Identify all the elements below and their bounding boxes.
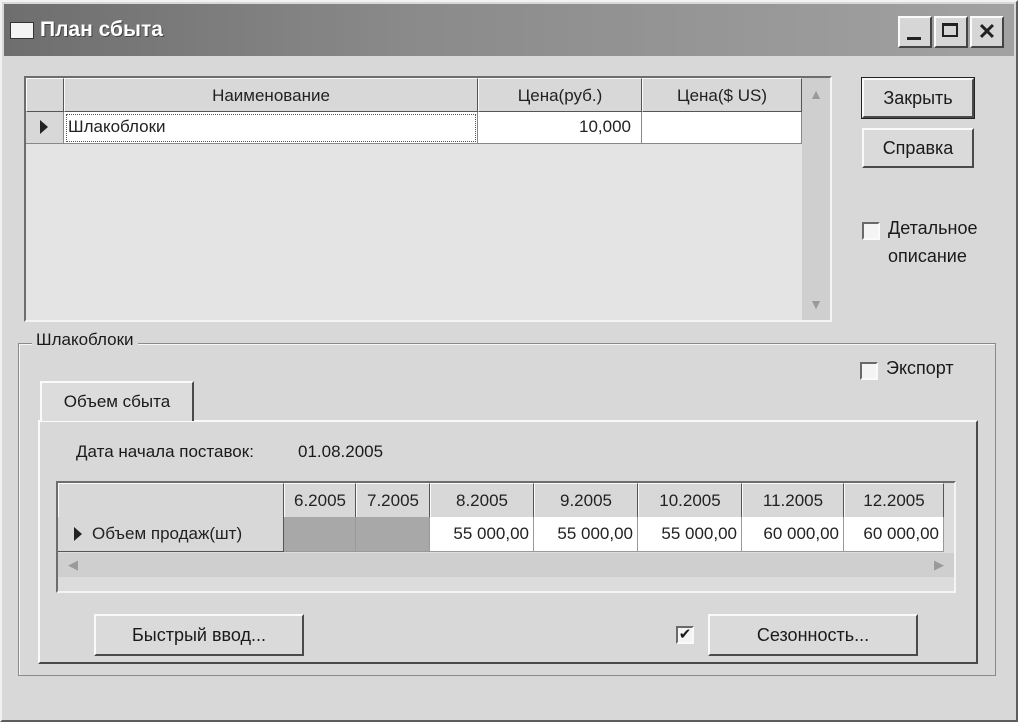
column-header-name[interactable]: Наименование (64, 78, 478, 112)
window-icon (10, 22, 34, 39)
detailed-description-label-line1[interactable]: Детальное (888, 218, 978, 238)
current-row-icon (74, 527, 82, 541)
cell-price-usd[interactable] (642, 112, 802, 144)
sales-cell[interactable] (356, 517, 430, 552)
month-header[interactable]: 6.2005 (284, 483, 356, 519)
sales-cell[interactable]: 60 000,00 (844, 517, 944, 552)
export-label[interactable]: Экспорт (886, 358, 954, 378)
sales-cell[interactable]: 60 000,00 (742, 517, 844, 552)
month-header[interactable]: 10.2005 (638, 483, 742, 519)
close-icon: ✕ (977, 19, 997, 44)
sales-row-label (58, 517, 284, 552)
maximize-icon (942, 23, 958, 37)
seasonality-checkbox[interactable] (676, 626, 694, 644)
cell-price-rub[interactable]: 10,000 (478, 112, 642, 144)
detailed-description-checkbox[interactable] (862, 222, 880, 240)
scroll-right-icon[interactable]: ▶ (934, 557, 944, 572)
tab-sales-volume[interactable]: Объем сбыта (40, 381, 194, 421)
sales-volume-grid[interactable] (56, 481, 956, 593)
export-checkbox[interactable] (860, 362, 878, 380)
products-grid[interactable] (24, 76, 832, 322)
group-title: Шлакоблоки (32, 330, 138, 350)
close-button-label: Закрыть (883, 88, 953, 108)
scroll-left-icon[interactable]: ◀ (68, 557, 78, 572)
sales-cell[interactable]: 55 000,00 (534, 517, 638, 552)
sales-cell[interactable]: 55 000,00 (638, 517, 742, 552)
month-header[interactable]: 12.2005 (844, 483, 944, 519)
sales-grid-corner (58, 483, 284, 519)
quick-input-label: Быстрый ввод... (131, 625, 267, 645)
horizontal-scrollbar[interactable] (58, 553, 954, 577)
minimize-icon (907, 37, 921, 40)
title-bar[interactable] (4, 4, 1014, 56)
check-mark-icon: ✔ (678, 626, 692, 643)
help-button-label: Справка (882, 138, 954, 158)
sales-cell[interactable] (284, 517, 356, 552)
table-row[interactable] (26, 112, 802, 144)
current-row-icon (40, 120, 48, 134)
quick-input-button[interactable] (94, 614, 304, 656)
cell-name[interactable]: Шлакоблоки (64, 112, 478, 144)
sales-row-label-text: Объем продаж(шт) (92, 524, 243, 543)
seasonality-button[interactable] (708, 614, 918, 656)
sales-cell[interactable]: 55 000,00 (430, 517, 534, 552)
table-row[interactable] (58, 517, 944, 552)
scroll-down-icon[interactable]: ▼ (809, 296, 823, 312)
vertical-scrollbar[interactable] (802, 78, 830, 320)
month-header[interactable]: 9.2005 (534, 483, 638, 519)
seasonality-label: Сезонность... (756, 625, 870, 645)
maximize-button[interactable] (934, 16, 968, 48)
close-window-button[interactable] (970, 16, 1004, 48)
products-grid-header (26, 78, 802, 112)
month-header[interactable]: 7.2005 (356, 483, 430, 519)
grid-corner-cell (26, 78, 64, 112)
month-header[interactable]: 8.2005 (430, 483, 534, 519)
column-header-price-usd[interactable]: Цена($ US) (642, 78, 802, 112)
scroll-up-icon[interactable]: ▲ (809, 86, 823, 102)
close-button[interactable] (862, 78, 974, 118)
help-button[interactable] (862, 128, 974, 168)
supply-start-value: 01.08.2005 (298, 442, 384, 461)
supply-start-label: Дата начала поставок: (76, 442, 254, 461)
window-title: План сбыта (40, 18, 163, 41)
month-header[interactable]: 11.2005 (742, 483, 844, 519)
detailed-description-label-line2[interactable]: описание (888, 246, 967, 266)
sales-grid-header (58, 483, 944, 519)
minimize-button[interactable] (898, 16, 932, 48)
row-indicator (26, 112, 64, 144)
column-header-price-rub[interactable]: Цена(руб.) (478, 78, 642, 112)
